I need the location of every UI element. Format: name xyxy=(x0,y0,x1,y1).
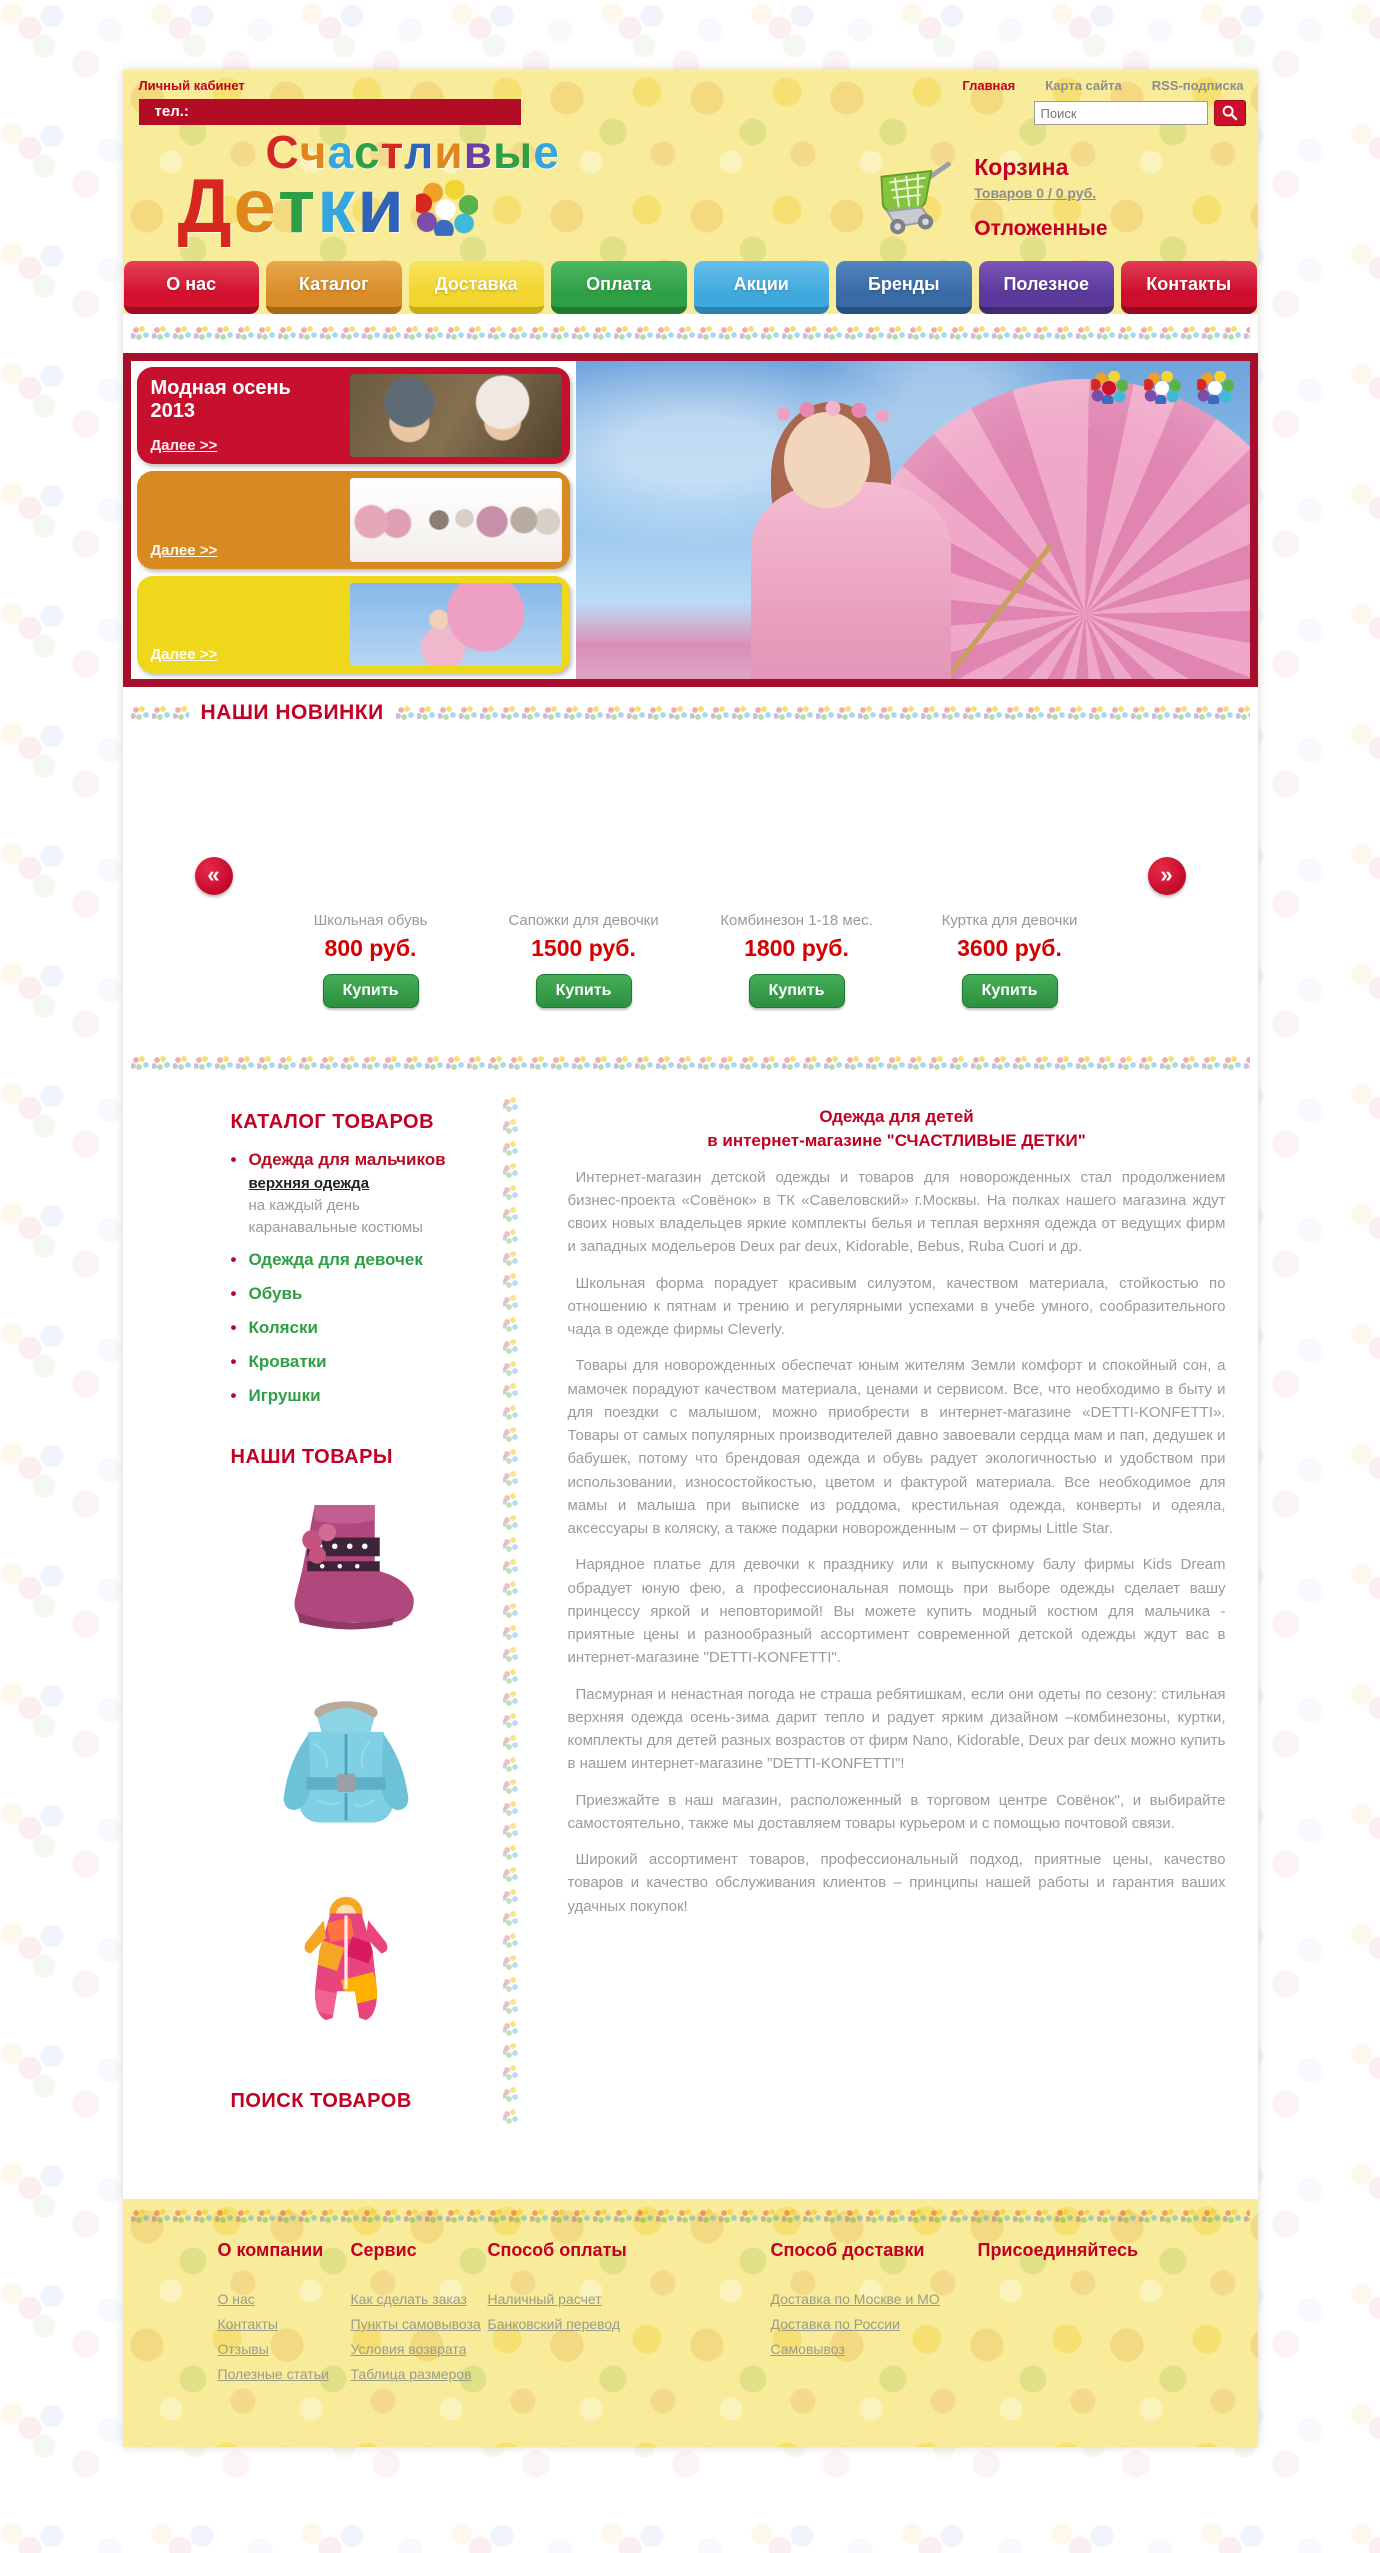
home-link[interactable]: Главная xyxy=(962,78,1016,93)
slider-dots xyxy=(1091,371,1234,404)
product-card[interactable] xyxy=(293,755,448,1008)
divider-strip-top xyxy=(123,314,1258,353)
banner-slide-title: Модная осень 2013 xyxy=(150,377,291,422)
catalog-item-label: Кроватки xyxy=(248,1352,327,1371)
footer-column xyxy=(978,2240,1250,2391)
logo-letter: и xyxy=(357,164,406,250)
search-group xyxy=(1034,100,1246,126)
nav-item-1[interactable]: О нас xyxy=(124,261,260,314)
product-card[interactable] xyxy=(932,755,1087,1008)
footer-column xyxy=(488,2240,771,2391)
flower-divider xyxy=(131,326,1250,341)
cart-items-link[interactable]: Товаров 0 / 0 руб. xyxy=(974,185,1097,201)
product-name: Комбинезон 1-18 мес. xyxy=(720,912,873,930)
banner-more-link[interactable]: Далее >> xyxy=(150,541,218,559)
rss-link[interactable]: RSS-подписка xyxy=(1151,78,1244,93)
product-name: Сапожки для девочки xyxy=(508,912,659,930)
page-container xyxy=(123,70,1258,2447)
banner-slide-3[interactable] xyxy=(137,576,570,673)
logo-letter: в xyxy=(463,126,493,178)
product-search-title: ПОИСК ТОВАРОВ xyxy=(230,2090,412,2112)
article-title-line-2: в интернет-магазине "СЧАСТЛИВЫЕ ДЕТКИ" xyxy=(707,1130,1086,1150)
nav-item-3[interactable]: Доставка xyxy=(409,261,545,314)
footer-link[interactable]: Доставка по Москве и МО xyxy=(770,2291,940,2307)
logo-letter: и xyxy=(434,126,464,178)
footer-link[interactable]: О нас xyxy=(217,2291,255,2307)
article-paragraph: Широкий ассортимент товаров, профессиональный подход, приятные цены, качество товаров и качество обслуживания клиентов – принципы нашей работы и гарантия ваших удачных покупок! xyxy=(567,1851,1226,1915)
footer-link[interactable]: Полезные статьи xyxy=(217,2366,329,2382)
logo-letter: т xyxy=(380,126,405,178)
product-card[interactable] xyxy=(719,755,874,1008)
phone-bar: тел.: xyxy=(139,99,521,125)
logo-letter: ч xyxy=(299,126,328,178)
footer-column-title: Присоединяйтесь xyxy=(977,2240,1139,2260)
buy-button[interactable]: Купить xyxy=(323,974,419,1008)
logo-letter: л xyxy=(404,126,435,178)
catalog-subitem[interactable]: на каждый день xyxy=(248,1197,360,1214)
footer-link[interactable]: Контакты xyxy=(217,2316,278,2332)
slider-dot-center xyxy=(1102,381,1116,395)
logo-flower-icon xyxy=(416,180,478,236)
nav-item-5[interactable]: Акции xyxy=(694,261,830,314)
footer-columns xyxy=(131,2224,1250,2447)
product-price: 800 руб. xyxy=(324,935,417,961)
article-body xyxy=(568,1166,1226,1918)
banner-slide-1[interactable] xyxy=(137,367,570,464)
divider-strip-mid xyxy=(123,1044,1258,1083)
catalog-item[interactable] xyxy=(231,1250,503,1270)
footer-link[interactable]: Наличный расчет xyxy=(487,2291,602,2307)
banner-thumbnail-3 xyxy=(350,583,562,666)
product-card[interactable] xyxy=(506,755,661,1008)
logo-letter: а xyxy=(327,126,355,178)
flower-divider xyxy=(131,1056,1250,1071)
nav-item-4[interactable]: Оплата xyxy=(551,261,687,314)
logo-letter: С xyxy=(265,126,300,178)
footer-link[interactable]: Условия возврата xyxy=(350,2341,467,2357)
topbar xyxy=(123,70,1258,95)
account-link[interactable]: Личный кабинет xyxy=(138,78,245,93)
banner-thumbnail-2 xyxy=(350,478,562,561)
sidebar-product-image-jacket[interactable] xyxy=(261,1692,431,1847)
footer-link[interactable]: Пункты самовывоза xyxy=(350,2316,481,2332)
catalog-item-label: Одежда для мальчиков xyxy=(248,1150,446,1169)
catalog-list xyxy=(231,1150,503,1406)
catalog-item[interactable] xyxy=(231,1284,503,1304)
footer-link[interactable]: Доставка по России xyxy=(770,2316,900,2332)
vertical-flower-divider xyxy=(503,1097,518,2129)
catalog-subitem[interactable]: верхняя одежда xyxy=(248,1175,370,1192)
footer-column xyxy=(218,2240,351,2391)
main-nav xyxy=(123,255,1258,314)
article xyxy=(518,1097,1258,2129)
footer xyxy=(123,2199,1258,2447)
cart-texts xyxy=(974,148,1107,241)
header-row xyxy=(123,126,1258,255)
slider-dot-3[interactable] xyxy=(1197,371,1234,404)
slider-dot-center xyxy=(1208,381,1222,395)
search-icon xyxy=(1221,104,1239,122)
cart-title[interactable]: Корзина xyxy=(974,154,1069,180)
logo-letter: т xyxy=(277,164,318,250)
article-paragraph: Интернет-магазин детской одежды и товаров для новорожденных стал продолжением бизнес-проекта «Совёнок» в ТК «Савеловский» г.Москвы. На полках нашего магазина ждут своих новых владельцев яркие комплекты белья и теплая верхняя одежда от ведущих фирм и западных модельеров Deux par deux, Kidorable, Bebus, Ruba Cuori и др. xyxy=(567,1168,1226,1256)
product-price: 3600 руб. xyxy=(957,935,1062,961)
catalog-item[interactable] xyxy=(231,1150,503,1236)
banner-photo xyxy=(576,361,1250,679)
buy-button[interactable]: Купить xyxy=(749,974,845,1008)
search-input[interactable] xyxy=(1034,101,1208,125)
carousel-next-button[interactable]: » xyxy=(1148,857,1186,895)
article-paragraph: Пасмурная и ненастная погода не страша ребятишкам, если они одеты по сезону: стильная верхняя одежда осень-зима дарит тепло и радует ярким дизайном –комбинезоны, куртки, комплекты для детей разных возрастов от фирм Nano, Kidorable, Deux par deux можно купить в нашем интернет-магазине "DETTI-KONFETTI"! xyxy=(567,1685,1226,1773)
slider-dot-center xyxy=(1155,381,1169,395)
logo-letter: ы xyxy=(492,126,534,178)
footer-column-title: Способ оплаты xyxy=(487,2240,627,2260)
products-row xyxy=(123,755,1258,1008)
article-paragraph: Школьная форма порадует красивым силуэтом, качеством материала, стойкостью по отношению к пятнам и трению и регулярными успехами в учебе умного, сообразительного чада в одежде фирмы Cleverly. xyxy=(567,1274,1226,1339)
nav-item-8[interactable]: Контакты xyxy=(1121,261,1257,314)
article-paragraph: Товары для новорожденных обеспечат юным жителям Земли комфорт и спокойный сон, а мамочек порадуют качеством материала, ценами и сервисом. Все, что необходимо в быту и для поездки с малышом, можно приобрести в интернет-магазине «DETTI-KONFETTI». Товары от самых популярных производителей давно завоевали сердца мам и пап, дедушек и бабушек, потому что брендовая одежда и обувь радует экологичностью и удобством при использовании, износостойкостью, цветом и фактурой материала. Все необходимое для мамы и малыша при выписке из роддома, крестильная одежда, конверты и одеяла, аксессуары в коляску, а также подарки новорожденным – от фирмы Little Star. xyxy=(567,1357,1226,1538)
slider-dot-1[interactable] xyxy=(1091,371,1128,404)
catalog-item-label: Одежда для девочек xyxy=(248,1250,423,1269)
banner-slide-text xyxy=(151,377,351,454)
footer-link[interactable]: Таблица размеров xyxy=(350,2366,472,2382)
catalog-item[interactable] xyxy=(231,1352,503,1372)
new-products-section xyxy=(123,687,1258,1083)
deferred-link[interactable]: Отложенные xyxy=(974,217,1108,240)
cart-icon[interactable] xyxy=(868,148,960,245)
footer-column xyxy=(351,2240,488,2391)
phone-search-row xyxy=(123,95,1258,126)
banner-more-link[interactable]: Далее >> xyxy=(150,437,218,455)
banner-slide-text xyxy=(151,481,351,558)
logo-letter: е xyxy=(533,126,560,178)
footer-link[interactable]: Отзывы xyxy=(217,2341,269,2357)
new-products-title: НАШИ НОВИНКИ xyxy=(200,701,384,724)
logo-letter: к xyxy=(317,164,358,250)
product-name: Куртка для девочки xyxy=(941,912,1078,930)
logo-letter: Д xyxy=(177,164,234,250)
catalog-item-label: Игрушки xyxy=(248,1386,321,1405)
sitemap-link[interactable]: Карта сайта xyxy=(1045,78,1122,93)
flower-divider xyxy=(131,2209,1250,2224)
footer-link[interactable]: Самовывоз xyxy=(770,2341,845,2357)
banner-slide-list xyxy=(131,361,576,679)
footer-link[interactable]: Как сделать заказ xyxy=(350,2291,467,2307)
banner-slide-2[interactable] xyxy=(137,471,570,568)
catalog-item[interactable] xyxy=(231,1318,503,1338)
logo-letter: с xyxy=(354,126,381,178)
banner-slider xyxy=(123,353,1258,687)
header-area xyxy=(123,70,1258,314)
our-products-title: НАШИ ТОВАРЫ xyxy=(230,1446,394,1468)
new-products-head xyxy=(123,687,1258,729)
sidebar-products xyxy=(231,1495,461,2044)
banner-more-link[interactable]: Далее >> xyxy=(150,645,218,663)
catalog-subitem[interactable]: каранавальные костюмы xyxy=(248,1219,423,1236)
buy-button[interactable]: Купить xyxy=(536,974,632,1008)
nav-item-2[interactable]: Каталог xyxy=(266,261,402,314)
footer-column-title: Сервис xyxy=(350,2240,417,2260)
cart-block xyxy=(868,148,1107,245)
products-carousel xyxy=(123,729,1258,1044)
logo-word-2-row xyxy=(177,164,560,250)
topbar-links xyxy=(962,78,1243,93)
nav-item-6[interactable]: Бренды xyxy=(836,261,972,314)
product-price: 1800 руб. xyxy=(744,935,849,961)
article-paragraph: Нарядное платье для девочки к празднику или к выпускному балу фирмы Kids Dream обрадует юную фею, а профессиональная помощь при выборе одежды сделает вашу принцессу яркой и неповторимой! Вы можете купить модный костюм для мальчика - приятные цены и разнообразный ассортимент современной детской одежды ждут вас в интернет-магазине "DETTI-KONFETTI". xyxy=(567,1556,1226,1667)
flower-divider xyxy=(396,706,1250,721)
nav-item-7[interactable]: Полезное xyxy=(979,261,1115,314)
catalog-item-label: Коляски xyxy=(248,1318,318,1337)
logo-word-2 xyxy=(177,164,406,250)
site-logo[interactable] xyxy=(177,126,560,250)
catalog-item[interactable] xyxy=(231,1386,503,1406)
carousel-prev-button[interactable]: « xyxy=(195,857,233,895)
sidebar-product-image-overall[interactable] xyxy=(261,1889,431,2044)
footer-column-title: Способ доставки xyxy=(770,2240,925,2260)
search-button[interactable] xyxy=(1214,100,1246,126)
girl-flower-crown xyxy=(768,396,898,432)
footer-link[interactable]: Банковский перевод xyxy=(487,2316,621,2332)
footer-column xyxy=(771,2240,978,2391)
slider-dot-2[interactable] xyxy=(1144,371,1181,404)
logo-letter: е xyxy=(233,164,278,250)
product-name: Школьная обувь xyxy=(313,912,428,930)
buy-button[interactable]: Купить xyxy=(962,974,1058,1008)
article-title xyxy=(568,1105,1226,1153)
article-paragraph: Приезжайте в наш магазин, расположенный в торговом центре Совёнок", и выбирайте самостоятельно, также мы доставляем товары курьером и с помощью почтовой связи. xyxy=(567,1791,1226,1832)
article-title-line-1: Одежда для детей xyxy=(819,1107,974,1126)
catalog-subitems xyxy=(249,1175,503,1236)
catalog-title: КАТАЛОГ ТОВАРОВ xyxy=(230,1111,435,1133)
sidebar xyxy=(123,1097,503,2129)
content-columns xyxy=(123,1083,1258,2199)
banner-slide-text xyxy=(151,586,351,663)
sidebar-product-image-boot[interactable] xyxy=(261,1495,431,1650)
flower-divider xyxy=(131,706,189,721)
girl-dress xyxy=(751,482,951,679)
product-price: 1500 руб. xyxy=(531,935,636,961)
catalog-item-label: Обувь xyxy=(248,1284,303,1303)
banner-thumbnail-1 xyxy=(350,374,562,457)
footer-column-title: О компании xyxy=(217,2240,324,2260)
